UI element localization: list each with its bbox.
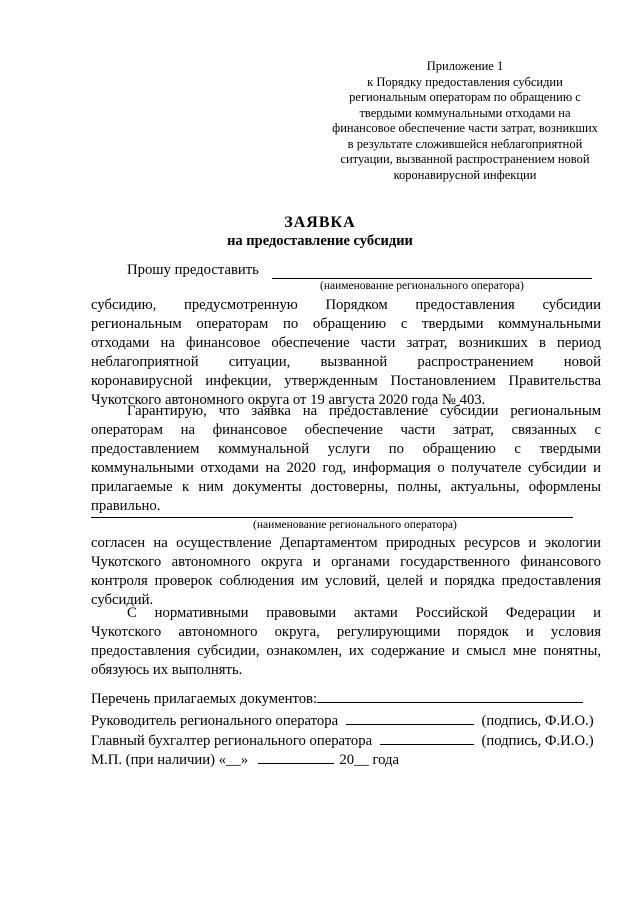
paragraph-line: региональным операторам по обращению с твердыми коммунальными	[91, 316, 601, 332]
paragraph-line: операторам на финансовое обеспечение части затрат, связанных с	[91, 422, 601, 438]
request-paragraph	[91, 296, 601, 410]
paragraph-line: Чукотского автономного округа от 19 августа 2020 года № 403.	[91, 392, 486, 408]
head-signature-field[interactable]	[346, 710, 474, 725]
paragraph-line: Чукотского автономного округа, регулирующими порядок и условия	[91, 624, 601, 640]
appendix-line: ситуации, вызванной распространением новой	[340, 152, 590, 166]
paragraph-line: коммунальными отходами на 2020 год, информация о получателе субсидии и	[91, 460, 601, 476]
paragraph-line: субсидий.	[91, 592, 154, 608]
appendix-line: финансовое обеспечение части затрат, возникших	[332, 121, 598, 135]
paragraph-line: субсидию, предусмотренную Порядком предоставления субсидии	[91, 297, 601, 313]
accountant-signature-field[interactable]	[380, 730, 474, 745]
appendix-line: твердыми коммунальными отходами на	[359, 105, 571, 120]
paragraph-line: контроля проверок соблюдения им условий, целей и порядка предоставления	[91, 573, 601, 589]
documents-field[interactable]	[317, 688, 583, 703]
paragraph-line: Чукотского автономного округа и органами государственного финансового	[91, 554, 601, 570]
paragraph-line: предоставления субсидии, ознакомлен, их содержание и смысл мне понятны,	[91, 643, 601, 659]
paragraph-line: С нормативными правовыми актами Российской Федерации и	[127, 605, 601, 621]
appendix-line: к Порядку предоставления субсидии	[367, 74, 563, 89]
stamp-label: М.П. (при наличии) «__»	[91, 752, 249, 768]
appendix-header	[300, 59, 630, 183]
documents-row	[91, 688, 583, 708]
acknowledge-paragraph	[91, 604, 601, 680]
appendix-line: Приложение 1	[426, 59, 504, 73]
paragraph-line: обязуюсь их выполнять.	[91, 662, 243, 678]
accountant-row	[91, 730, 594, 750]
document-title: ЗАЯВКА	[284, 214, 356, 231]
operator-name-line[interactable]	[272, 278, 592, 279]
stamp-row	[91, 749, 399, 769]
date-year: 20__ года	[339, 752, 400, 768]
guarantee-paragraph	[91, 402, 601, 516]
operator-name-caption-2: (наименование регионального оператора)	[253, 519, 457, 531]
paragraph-line: Гарантирую, что заявка на предоставление субсидии региональным	[127, 403, 601, 419]
consent-paragraph	[91, 534, 601, 610]
document-subtitle: на предоставление субсидии	[227, 233, 413, 249]
paragraph-line: неблагоприятной ситуации, вызванной распространением новой	[91, 354, 601, 370]
paragraph-line: отходами на финансовое обеспечение части затрат, возникших в период	[91, 335, 601, 351]
appendix-line: в результате сложившейся неблагоприятной	[347, 136, 583, 151]
appendix-line: региональным операторам по обращению с	[349, 90, 581, 104]
paragraph-line: прилагаемые к ним документы достоверны, полны, актуальны, оформлены	[91, 479, 601, 495]
request-lead: Прошу предоставить	[127, 262, 259, 278]
documents-label: Перечень прилагаемых документов:	[91, 691, 318, 707]
accountant-signature-caption: (подпись, Ф.И.О.)	[481, 733, 594, 749]
paragraph-line: согласен на осуществление Департаментом природных ресурсов и экологии	[91, 535, 601, 551]
operator-name-caption: (наименование регионального оператора)	[320, 280, 524, 292]
paragraph-line: предоставлением коммунальной услуги по обращению с твердыми	[91, 441, 601, 457]
operator-name-line-2[interactable]	[91, 517, 573, 518]
paragraph-line: правильно.	[91, 498, 161, 514]
appendix-line: коронавирусной инфекции	[393, 167, 537, 182]
paragraph-line: коронавирусной инфекции, утвержденным Постановлением Правительства	[91, 373, 601, 389]
head-row	[91, 710, 594, 730]
accountant-label: Главный бухгалтер регионального оператора	[91, 733, 373, 749]
head-label: Руководитель регионального оператора	[91, 713, 339, 729]
date-month-field[interactable]	[258, 749, 334, 764]
head-signature-caption: (подпись, Ф.И.О.)	[481, 713, 594, 729]
